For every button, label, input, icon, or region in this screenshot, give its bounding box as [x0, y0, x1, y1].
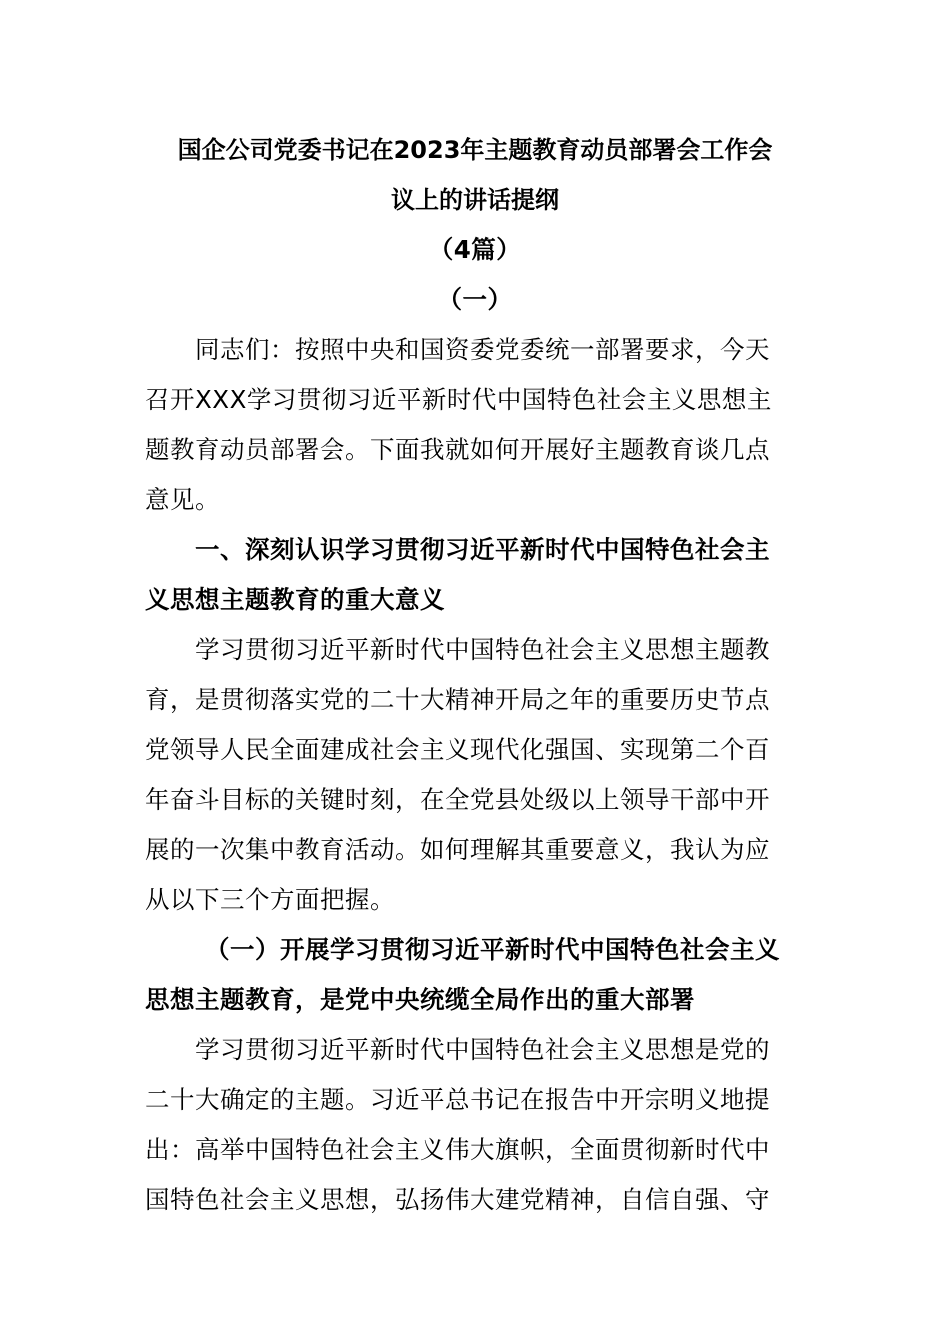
document-count-label: （4篇） — [428, 235, 522, 264]
paragraph-2-line-1: 学习贯彻习近平新时代中国特色社会主义思想主题教 — [195, 635, 770, 664]
paragraph-2-line-5: 展的一次集中教育活动。如何理解其重要意义，我认为应 — [145, 835, 770, 864]
subheading-1-line-2: 思想主题教育，是党中央统缆全局作出的重大部署 — [145, 985, 695, 1014]
document-title-line-2: 议上的讲话提纲 — [391, 186, 559, 214]
paragraph-1-line-3: 题教育动员部署会。下面我就如何开展好主题教育谈几点 — [145, 435, 770, 464]
paragraph-2-line-2: 育，是贯彻落实党的二十大精神开局之年的重要历史节点 — [145, 685, 770, 714]
subheading-1-line-1: （一）开展学习贯彻习近平新时代中国特色社会主义 — [205, 935, 780, 964]
heading-1-line-2: 义思想主题教育的重大意义 — [145, 585, 445, 614]
paragraph-2-line-4: 年奋斗目标的关键时刻，在全党县处级以上领导干部中开 — [145, 785, 770, 814]
paragraph-2-line-3: 党领导人民全面建成社会主义现代化强国、实现第二个百 — [145, 735, 770, 764]
section-marker: （一） — [437, 285, 513, 314]
paragraph-2-line-6: 从以下三个方面把握。 — [145, 885, 395, 914]
paragraph-3-line-1: 学习贯彻习近平新时代中国特色社会主义思想是党的 — [195, 1035, 770, 1064]
paragraph-3-line-3: 出：高举中国特色社会主义伟大旗帜，全面贯彻新时代中 — [145, 1135, 770, 1164]
paragraph-3-line-2: 二十大确定的主题。习近平总书记在报告中开宗明义地提 — [145, 1085, 770, 1114]
document-page — [145, 125, 805, 1225]
paragraph-1-line-2: 召开XXX学习贯彻习近平新时代中国特色社会主义思想主 — [145, 385, 772, 414]
paragraph-3-line-4: 国特色社会主义思想，弘扬伟大建党精神，自信自强、守 — [145, 1185, 770, 1214]
document-title-line-1: 国企公司党委书记在2023年主题教育动员部署会工作会 — [177, 136, 773, 164]
paragraph-1-line-4: 意见。 — [145, 485, 220, 514]
heading-1-line-1: 一、深刻认识学习贯彻习近平新时代中国特色社会主 — [195, 535, 770, 564]
paragraph-1-line-1: 同志们：按照中央和国资委党委统一部署要求，今天 — [195, 335, 770, 364]
